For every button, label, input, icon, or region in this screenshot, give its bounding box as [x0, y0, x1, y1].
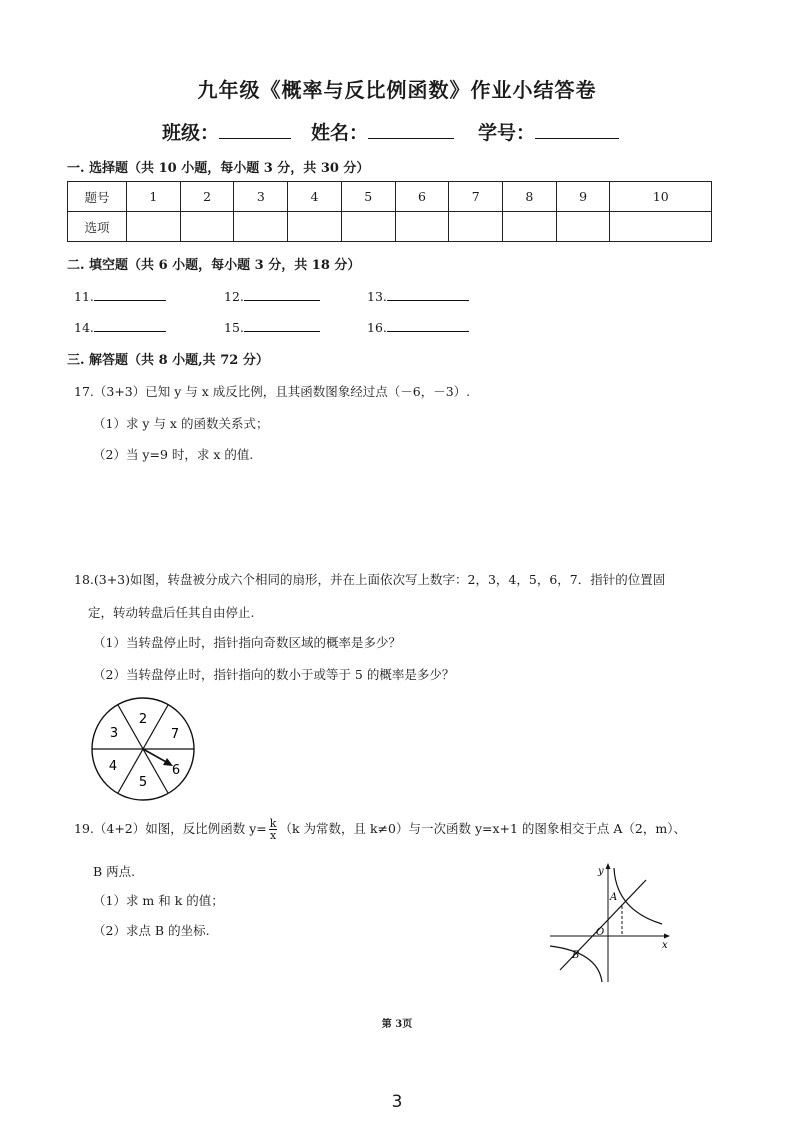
q18-part1: （1）当转盘停止时，指针指向奇数区域的概率是多少？: [93, 635, 401, 650]
answer-cell[interactable]: [127, 212, 181, 242]
q18-part2: （2）当转盘停止时，指针指向的数小于或等于 5 的概率是多少？: [93, 667, 455, 682]
question-number: 5: [341, 182, 395, 212]
choice-row: [68, 212, 712, 242]
question-number: 1: [127, 182, 181, 212]
question-number: 8: [503, 182, 557, 212]
hyperbola-branch-1: [614, 868, 662, 924]
question-number: 2: [180, 182, 234, 212]
fraction-numerator: k: [269, 817, 277, 830]
name-field[interactable]: [311, 118, 454, 145]
blank-line[interactable]: [387, 319, 469, 332]
id-field[interactable]: [478, 118, 619, 145]
blank-line[interactable]: [244, 288, 320, 301]
point-a-label: A: [610, 892, 618, 903]
blank-11[interactable]: [74, 288, 166, 304]
spinner-number: 7: [170, 727, 180, 742]
x-axis-arrow: [664, 934, 670, 939]
id-label: 学号：: [478, 122, 536, 144]
blank-line[interactable]: [94, 319, 166, 332]
spinner-number: 3: [109, 726, 119, 741]
number-row-label: 题号: [68, 182, 127, 212]
answer-cell[interactable]: [180, 212, 234, 242]
question-number: 9: [556, 182, 610, 212]
fraction-denominator: x: [270, 829, 277, 842]
question-number: 6: [395, 182, 449, 212]
blank-line[interactable]: [94, 288, 166, 301]
choice-row-label: 选项: [68, 212, 127, 242]
q18-stem-line1: 18.(3+3)如图，转盘被分成六个相同的扇形，并在上面依次写上数字：2，3，4，5，6，7．指针的位置固: [74, 572, 666, 587]
name-label: 姓名：: [311, 122, 369, 144]
q19-part1: （1）求 m 和 k 的值；: [93, 893, 224, 908]
number-row: [68, 182, 712, 212]
spinner-number: 5: [138, 775, 148, 790]
question-number: 3: [234, 182, 288, 212]
class-field[interactable]: [162, 118, 291, 145]
page-title: 九年级《概率与反比例函数》作业小结答卷: [197, 78, 597, 102]
function-graph: [546, 858, 674, 986]
answer-cell[interactable]: [395, 212, 449, 242]
spinner-number: 4: [108, 759, 118, 774]
y-axis-arrow: [606, 863, 611, 869]
y-axis-label: y: [598, 866, 604, 877]
blank-14[interactable]: [74, 319, 166, 335]
q17-stem: 17.（3+3）已知 y 与 x 成反比例，且其函数图象经过点（－6，－3）.: [74, 384, 471, 399]
x-axis-label: x: [662, 940, 668, 951]
answer-cell[interactable]: [610, 212, 712, 242]
answer-cell[interactable]: [556, 212, 610, 242]
section1-heading: 一. 选择题（共 10 小题，每小题 3 分，共 30 分）: [67, 161, 370, 176]
q19-stem-suffix: （k 为常数，且 k≠0）与一次函数 y=x+1 的图象相交于点 A（2，m）、: [279, 821, 686, 836]
name-blank[interactable]: [368, 122, 454, 139]
blank-12[interactable]: [224, 288, 320, 304]
answer-cell[interactable]: [234, 212, 288, 242]
point-b-label: B: [572, 950, 580, 961]
blank-label: 12.: [224, 289, 244, 304]
origin-label: O: [596, 927, 605, 938]
question-number: 10: [610, 182, 712, 212]
blank-13[interactable]: [367, 288, 469, 304]
question-number: 4: [288, 182, 342, 212]
question-number: 7: [449, 182, 503, 212]
spinner-diagram: [88, 697, 200, 805]
q19-stem-prefix: 19.（4+2）如图，反比例函数 y=: [74, 821, 267, 836]
spinner-number: 2: [138, 712, 148, 727]
q19-part2: （2）求点 B 的坐标.: [93, 923, 210, 938]
q18-stem-line2: 定，转动转盘后任其自由停止.: [88, 605, 255, 620]
answer-cell[interactable]: [449, 212, 503, 242]
class-label: 班级：: [162, 122, 220, 144]
blank-16[interactable]: [367, 319, 469, 335]
blank-line[interactable]: [387, 288, 469, 301]
id-blank[interactable]: [535, 122, 619, 139]
page-label: 第 3页: [381, 1019, 413, 1030]
q19-stem: [74, 818, 686, 841]
q19-fraction: [269, 818, 278, 841]
class-blank[interactable]: [219, 122, 291, 139]
q19-stem-line2: B 两点.: [93, 864, 136, 879]
spinner-number: 6: [171, 763, 181, 778]
blank-line[interactable]: [244, 319, 320, 332]
blank-label: 15.: [224, 320, 244, 335]
blank-label: 14.: [74, 320, 94, 335]
blank-label: 13.: [367, 289, 387, 304]
page-number: 3: [391, 1092, 403, 1112]
q17-part1: （1）求 y 与 x 的函数关系式；: [93, 416, 269, 431]
blank-label: 11.: [74, 289, 94, 304]
section3-heading: 三. 解答题（共 8 小题,共 72 分）: [67, 353, 269, 368]
section2-heading: 二. 填空题（共 6 小题，每小题 3 分，共 18 分）: [67, 258, 361, 273]
answer-table: [67, 181, 712, 242]
answer-cell[interactable]: [341, 212, 395, 242]
blank-label: 16.: [367, 320, 387, 335]
answer-cell[interactable]: [503, 212, 557, 242]
q17-part2: （2）当 y=9 时，求 x 的值.: [93, 447, 254, 462]
answer-cell[interactable]: [288, 212, 342, 242]
blank-15[interactable]: [224, 319, 320, 335]
